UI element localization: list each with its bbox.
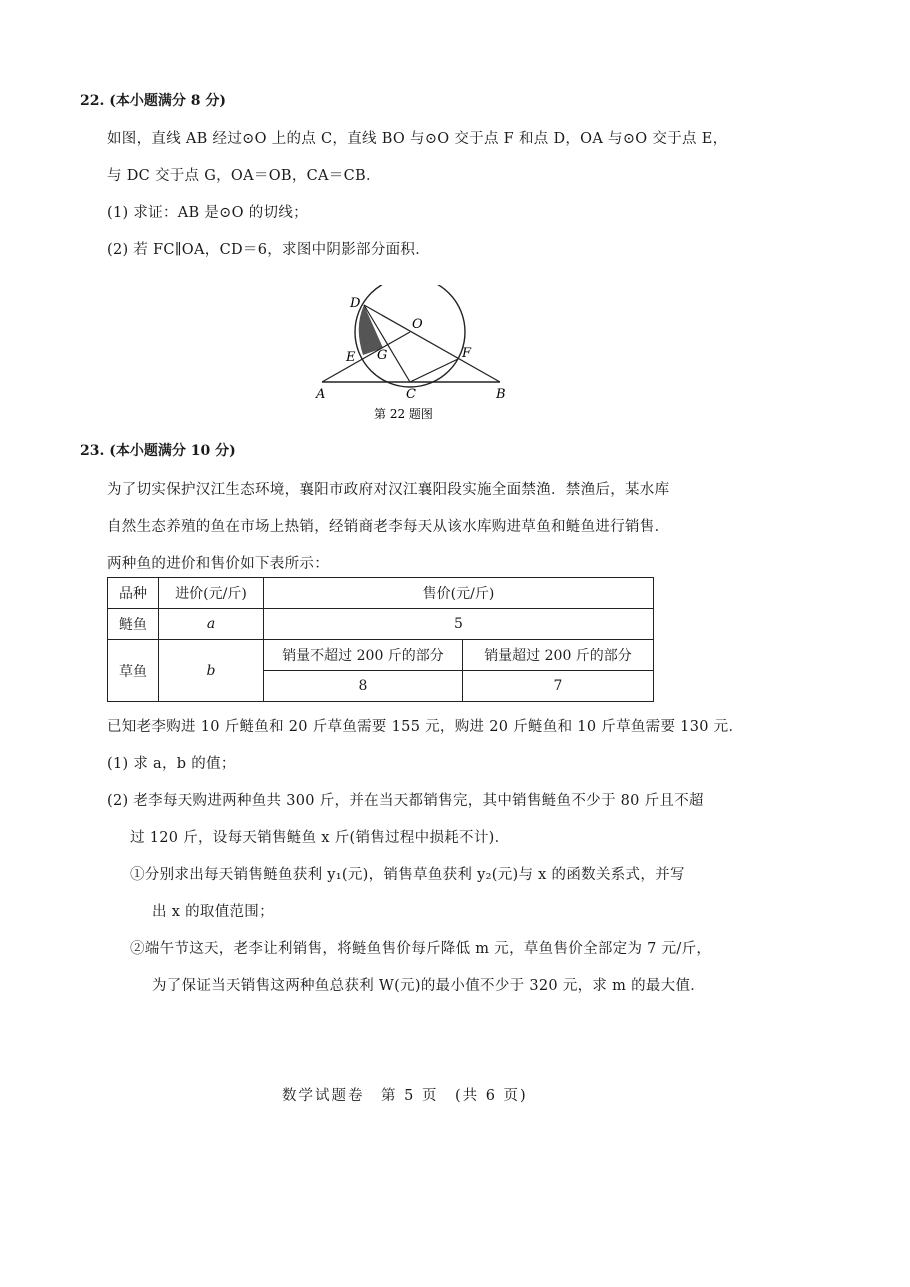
q23-sub2a: ②端午节这天，老李让利销售，将鲢鱼售价每斤降低 m 元，草鱼售价全部定为 7 元/斤，: [130, 941, 712, 957]
q23-intro2: 自然生态养殖的鱼在市场上热销，经销商老李每天从该水库购进草鱼和鲢鱼进行销售．: [107, 519, 670, 535]
figure-caption: 第 22 题图: [374, 407, 433, 421]
line-fc: [410, 359, 458, 382]
q22-heading: 22. (本小题满分 8 分): [80, 93, 226, 109]
q22-figure: [310, 285, 530, 425]
q22-part1: (1) 求证：AB 是⊙O 的切线；: [107, 205, 308, 221]
table-row-silver: [108, 609, 654, 640]
th-variety: 品种: [108, 578, 159, 609]
line-db: [364, 305, 500, 382]
q23-known: 已知老李购进 10 斤鲢鱼和 20 斤草鱼需要 155 元，购进 20 斤鲢鱼和 10 斤草鱼需要 130 元．: [107, 719, 744, 735]
q23-part2a: (2) 老李每天购进两种鱼共 300 斤，并在当天都销售完，其中销售鲢鱼不少于 80 斤且不超: [107, 793, 704, 809]
q23-intro1: 为了切实保护汉江生态环境，襄阳市政府对汉江襄阳段实施全面禁渔．禁渔后，某水库: [107, 482, 670, 498]
grass-name: 草鱼: [108, 640, 159, 702]
label-b: B: [496, 387, 506, 402]
th-price: 售价(元/斤): [264, 578, 654, 609]
q23-sub2b: 为了保证当天销售这两种鱼总获利 W(元)的最小值不少于 320 元，求 m 的最大值．: [152, 978, 706, 994]
q23-heading: 23. (本小题满分 10 分): [80, 443, 236, 459]
grass-sub2: 销量超过 200 斤的部分: [463, 640, 654, 671]
silver-name: 鲢鱼: [108, 609, 159, 640]
label-g: G: [377, 348, 388, 363]
q23-sub1a: ①分别求出每天销售鲢鱼获利 y₁(元)，销售草鱼获利 y₂(元)与 x 的函数关系式，并写: [130, 867, 685, 883]
th-cost: 进价(元/斤): [159, 578, 264, 609]
page-footer: 数学试题卷 第 5 页 (共 6 页): [282, 1088, 528, 1104]
label-o: O: [412, 317, 423, 332]
q22-line2: 与 DC 交于点 G，OA＝OB，CA＝CB．: [107, 168, 381, 184]
price-table: [107, 577, 654, 702]
label-d: D: [350, 296, 361, 311]
q22-line1: 如图，直线 AB 经过⊙O 上的点 C，直线 BO 与⊙O 交于点 F 和点 D，OA 与⊙O 交于点 E，: [107, 131, 728, 147]
label-a: A: [316, 387, 326, 402]
grass-cost: b: [159, 640, 264, 702]
q22-part2: (2) 若 FC∥OA，CD＝6，求图中阴影部分面积．: [107, 242, 431, 258]
q23-sub1b: 出 x 的取值范围；: [152, 904, 274, 920]
label-e: E: [346, 350, 356, 365]
q23-part2b: 过 120 斤，设每天销售鲢鱼 x 斤(销售过程中损耗不计)．: [130, 830, 510, 846]
silver-cost: a: [159, 609, 264, 640]
grass-price1: 8: [264, 671, 463, 702]
q23-part1: (1) 求 a，b 的值；: [107, 756, 236, 772]
grass-sub1: 销量不超过 200 斤的部分: [264, 640, 463, 671]
table-row-grass: [108, 640, 654, 671]
table-header-row: [108, 578, 654, 609]
silver-price: 5: [264, 609, 654, 640]
label-c: C: [406, 387, 416, 402]
grass-price2: 7: [463, 671, 654, 702]
q23-intro3: 两种鱼的进价和售价如下表所示：: [107, 556, 329, 572]
label-f: F: [462, 346, 472, 361]
